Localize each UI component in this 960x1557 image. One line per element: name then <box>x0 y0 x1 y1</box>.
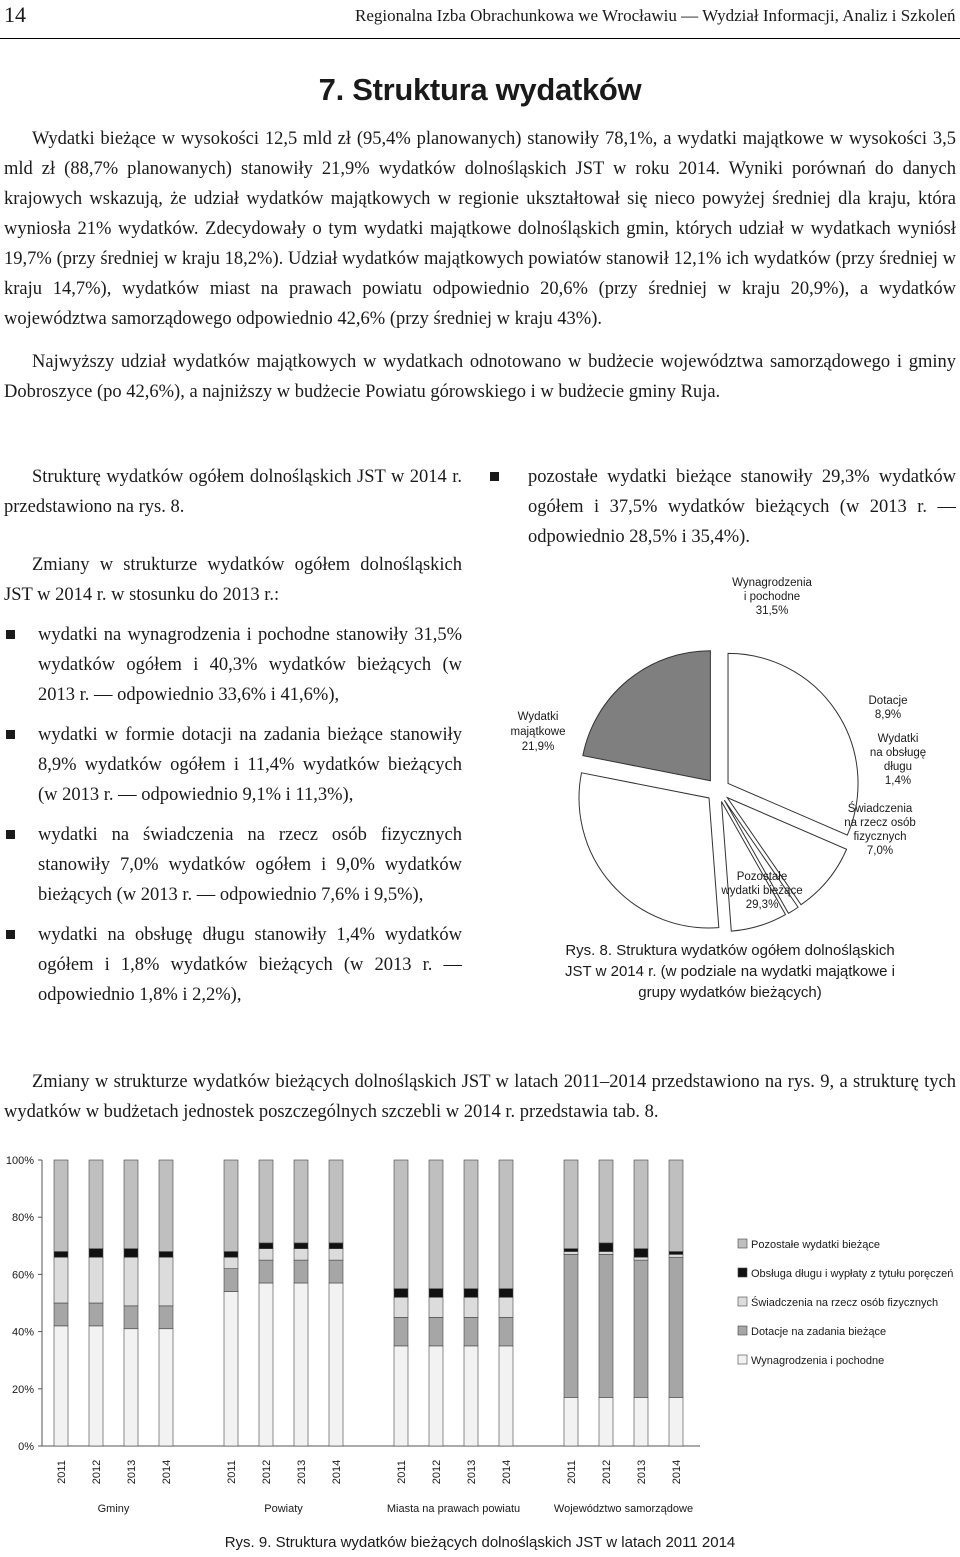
x-tick-label: 2012 <box>261 1459 273 1485</box>
bar-segment <box>124 1306 138 1329</box>
x-tick-label: 2011 <box>396 1460 408 1484</box>
pie-slice-label: Dotacje <box>868 695 908 707</box>
bar-segment <box>224 1252 238 1258</box>
bar-segment <box>634 1260 648 1397</box>
x-tick-label: 2014 <box>671 1459 683 1485</box>
bar-segment <box>124 1257 138 1306</box>
bar-segment <box>159 1160 173 1252</box>
paragraph: Wydatki bieżące w wysokości 12,5 mld zł (95,4% planowanych) stanowiły 78,1%, a wydatki majątkowe w wysokości 3,5 mld zł (88,7% planowanych) stanowiły 21,9% wydatków dolnośląskich JST w roku 2014. Wyniki porównań do danych krajowych wskazują, że udział wydatków majątkowych w regionie ukształtował się nieco powyżej średniej dla kraju, która wyniosła 21% wydatków. Zdecydowały o tym wydatki majątkowe dolnośląskich gmin, których udział w wydatkach wyniósł 19,7% (przy średniej w kraju 18,2%). Udział wydatków majątkowych powiatów stanowił 12,1% ich wydatków (przy średniej w kraju 14,7%), wydatków miast na prawach powiatu odpowiednio 20,6% (przy średniej w kraju 20,9%), a wydatków województwa samorządowego odpowiednio 42,6% (przy średniej w kraju 43%). <box>4 129 956 329</box>
x-tick-label: 2011 <box>566 1460 578 1484</box>
list-item-text: wydatki w formie dotacji na zadania bieżące stanowiły 8,9% wydatków ogółem i 11,4% wydatków bieżących (w 2013 r. — odpowiednio 9,1% i 11,3%), <box>38 725 462 805</box>
bar-segment <box>159 1329 173 1446</box>
pie-slice-label: 7,0% <box>866 845 894 857</box>
bar-segment <box>564 1254 578 1397</box>
bar-segment <box>499 1160 513 1289</box>
bar-segment <box>669 1160 683 1252</box>
pie-slice-label: i pochodne <box>743 591 801 603</box>
bar-segment <box>89 1249 103 1258</box>
bar-segment <box>634 1249 648 1258</box>
bar-segment <box>429 1346 443 1446</box>
legend-swatch <box>738 1355 747 1364</box>
bullet-icon <box>6 830 15 839</box>
bar-segment <box>224 1269 238 1292</box>
bar-segment <box>394 1160 408 1289</box>
list-item <box>488 462 956 552</box>
legend-swatch <box>738 1239 747 1248</box>
bar-segment <box>394 1297 408 1317</box>
bar-segment <box>89 1257 103 1303</box>
list-item-text: wydatki na świadczenia na rzecz osób fizycznych stanowiły 7,0% wydatków ogółem i 9,0% wydatków bieżących (w 2013 r. — odpowiednio 7,6% i 9,5%), <box>38 825 462 905</box>
legend-label: Obsługa długu i wypłaty z tytułu poręczeń <box>751 1268 954 1280</box>
bar-segment <box>599 1254 613 1397</box>
bar-segment <box>499 1317 513 1346</box>
bar-segment <box>224 1292 238 1446</box>
bar-segment <box>394 1346 408 1446</box>
pie-slice-label: wydatki bieżące <box>721 885 803 897</box>
pie-slice-label: 31,5% <box>755 605 789 617</box>
x-tick-label: 2012 <box>431 1459 443 1485</box>
y-tick-label: 0% <box>18 1441 34 1453</box>
pie-slice-label: 21,9% <box>521 741 555 753</box>
bar-segment <box>259 1243 273 1249</box>
bar-segment <box>124 1329 138 1446</box>
paragraph: Strukturę wydatków ogółem dolnośląskich JST w 2014 r. przedstawiono na rys. 8. <box>4 467 462 517</box>
bar-segment <box>429 1160 443 1289</box>
bar-segment <box>429 1297 443 1317</box>
list-item <box>4 720 462 810</box>
bar-segment <box>599 1160 613 1243</box>
bar-segment <box>294 1160 308 1243</box>
x-tick-label: 2011 <box>56 1460 68 1484</box>
bullet-icon <box>490 472 499 481</box>
x-tick-label: 2012 <box>91 1459 103 1485</box>
bar-segment <box>429 1317 443 1346</box>
figure-caption: Rys. 8. Struktura wydatków ogółem dolnośląskich JST w 2014 r. (w podziale na wydatki majątkowe i grupy wydatków bieżących) <box>565 942 895 1001</box>
bar-segment <box>259 1260 273 1283</box>
y-tick-label: 60% <box>11 1269 34 1282</box>
bar-segment <box>259 1249 273 1260</box>
page-header <box>0 0 960 40</box>
x-tick-label: 2014 <box>331 1459 343 1485</box>
bar-segment <box>159 1252 173 1258</box>
pie-chart <box>480 560 960 940</box>
bar-segment <box>259 1160 273 1243</box>
paragraph: Zmiany w strukturze wydatków ogółem dolnośląskich JST w 2014 r. w stosunku do 2013 r.: <box>4 555 462 605</box>
bar-segment <box>564 1249 578 1252</box>
pie-slice-label: na obsługę <box>869 747 927 759</box>
bar-segment <box>89 1326 103 1446</box>
bar-segment <box>464 1160 478 1289</box>
y-tick-label: 20% <box>11 1383 34 1396</box>
bullet-icon <box>6 630 15 639</box>
bar-segment <box>429 1289 443 1298</box>
bar-segment <box>54 1160 68 1252</box>
pie-slice-label: na rzecz osób <box>844 817 916 829</box>
bar-segment <box>564 1160 578 1249</box>
bar-segment <box>634 1160 648 1249</box>
pie-slice-label: Wydatki <box>517 711 559 723</box>
bar-segment <box>294 1243 308 1249</box>
bar-segment <box>224 1257 238 1268</box>
bar-segment <box>159 1306 173 1329</box>
legend-swatch <box>738 1268 747 1277</box>
legend-label: Wynagrodzenia i pochodne <box>751 1355 885 1367</box>
bar-segment <box>564 1252 578 1255</box>
pie-slice-label: Wynagrodzenia <box>732 577 812 589</box>
bar-segment <box>294 1249 308 1260</box>
pie-slice-label: 29,3% <box>745 899 779 911</box>
legend-label: Świadczenia na rzecz osób fizycznych <box>751 1297 939 1309</box>
bar-segment <box>499 1346 513 1446</box>
bar-segment <box>499 1289 513 1298</box>
bar-segment <box>329 1243 343 1249</box>
bar-segment <box>224 1160 238 1252</box>
list-item-text: wydatki na wynagrodzenia i pochodne stanowiły 31,5% wydatków ogółem i 40,3% wydatków bieżących (w 2013 r. — odpowiednio 33,6% i 41,6%), <box>38 625 462 705</box>
x-tick-label: 2012 <box>601 1459 613 1485</box>
pie-slice-label: 8,9% <box>874 709 902 721</box>
bar-segment <box>159 1257 173 1306</box>
x-tick-label: 2013 <box>636 1459 648 1485</box>
bar-segment <box>54 1326 68 1446</box>
bullet-icon <box>6 930 15 939</box>
stacked-bar-chart <box>0 1148 960 1528</box>
group-label: Gminy <box>97 1503 130 1515</box>
legend-label: Pozostałe wydatki bieżące <box>751 1239 881 1251</box>
bar-segment <box>54 1257 68 1303</box>
running-title: Regionalna Izba Obrachunkowa we Wrocławiu — Wydział Informacji, Analiz i Szkoleń <box>355 6 956 25</box>
bullet-icon <box>6 730 15 739</box>
bar-segment <box>669 1257 683 1397</box>
bar-segment <box>294 1260 308 1283</box>
left-column <box>4 462 462 1010</box>
bar-segment <box>669 1397 683 1446</box>
bar-segment <box>464 1297 478 1317</box>
figure-caption: Rys. 9. Struktura wydatków bieżących dolnośląskich JST w latach 2011 2014 <box>224 1534 736 1551</box>
bullet-list <box>488 462 956 552</box>
x-tick-label: 2013 <box>126 1459 138 1485</box>
paragraph: Zmiany w strukturze wydatków bieżących dolnośląskich JST w latach 2011–2014 przedstawiono na rys. 9, a strukturę tych wydatków w budżetach jednostek poszczególnych szczebli w 2014 r. przedstawia tab. 8. <box>4 1072 956 1122</box>
bullet-list <box>4 620 462 1010</box>
bar-segment <box>89 1303 103 1326</box>
bar-segment <box>329 1260 343 1283</box>
legend-swatch <box>738 1297 747 1306</box>
x-tick-label: 2013 <box>466 1459 478 1485</box>
group-label: Miasta na prawach powiatu <box>386 1503 521 1515</box>
pie-slice <box>583 651 711 781</box>
group-label: Powiaty <box>264 1503 303 1515</box>
bar-segment <box>329 1160 343 1243</box>
bar-segment <box>124 1160 138 1249</box>
bar-segment <box>669 1254 683 1257</box>
pie-slice <box>579 773 719 928</box>
paragraph: Najwyższy udział wydatków majątkowych w wydatkach odnotowano w budżecie województwa samorządowego i gminy Dobroszyce (po 42,6%), a najniższy w budżecie Powiatu górowskiego i w budżecie gminy Ruja. <box>4 352 956 402</box>
bar-segment <box>464 1289 478 1298</box>
y-tick-label: 100% <box>5 1155 34 1167</box>
bar-segment <box>599 1243 613 1252</box>
list-item <box>4 620 462 710</box>
list-item-text: wydatki na obsługę długu stanowiły 1,4% wydatków ogółem i 1,8% wydatków bieżących (w 2013 r. — odpowiednio 1,8% i 2,2%), <box>38 925 462 1005</box>
list-item-text: pozostałe wydatki bieżące stanowiły 29,3% wydatków ogółem i 37,5% wydatków bieżących (w 2013 r. — odpowiednio 28,5% i 35,4%). <box>528 467 956 547</box>
x-tick-label: 2014 <box>501 1459 513 1485</box>
bar-segment <box>464 1346 478 1446</box>
x-tick-label: 2011 <box>226 1460 238 1484</box>
bar-segment <box>394 1289 408 1298</box>
x-tick-label: 2014 <box>161 1459 173 1485</box>
pie-slice-label: Pozostałe <box>736 871 788 883</box>
bar-segment <box>89 1160 103 1249</box>
section-title: 7. Struktura wydatków <box>318 72 642 107</box>
header-divider <box>0 38 960 39</box>
bar-segment <box>634 1397 648 1446</box>
bar-segment <box>499 1297 513 1317</box>
y-tick-label: 40% <box>11 1326 34 1339</box>
legend-swatch <box>738 1326 747 1335</box>
bar-segment <box>564 1397 578 1446</box>
bar-segment <box>634 1257 648 1260</box>
bar-segment <box>54 1303 68 1326</box>
y-tick-label: 80% <box>11 1212 34 1225</box>
bar-segment <box>54 1252 68 1258</box>
pie-slice-label: Świadczenia <box>847 803 913 815</box>
bar-segment <box>259 1283 273 1446</box>
pie-slice-label: Wydatki <box>877 733 919 745</box>
bar-segment <box>394 1317 408 1346</box>
bar-segment <box>669 1252 683 1255</box>
x-tick-label: 2013 <box>296 1459 308 1485</box>
bar-segment <box>124 1249 138 1258</box>
list-item <box>4 920 462 1010</box>
bar-segment <box>464 1317 478 1346</box>
page-number: 14 <box>4 2 26 27</box>
pie-slice-label: fizycznych <box>853 831 907 843</box>
pie-slice-label: długu <box>883 761 913 773</box>
pie-slice-label: majątkowe <box>510 726 566 738</box>
list-item <box>4 820 462 910</box>
bar-segment <box>329 1283 343 1446</box>
bar-segment <box>329 1249 343 1260</box>
legend-label: Dotacje na zadania bieżące <box>751 1326 887 1338</box>
group-label: Województwo samorządowe <box>553 1503 694 1515</box>
bar-segment <box>599 1397 613 1446</box>
pie-slice-label: 1,4% <box>884 775 912 787</box>
bar-segment <box>599 1252 613 1255</box>
bar-segment <box>294 1283 308 1446</box>
